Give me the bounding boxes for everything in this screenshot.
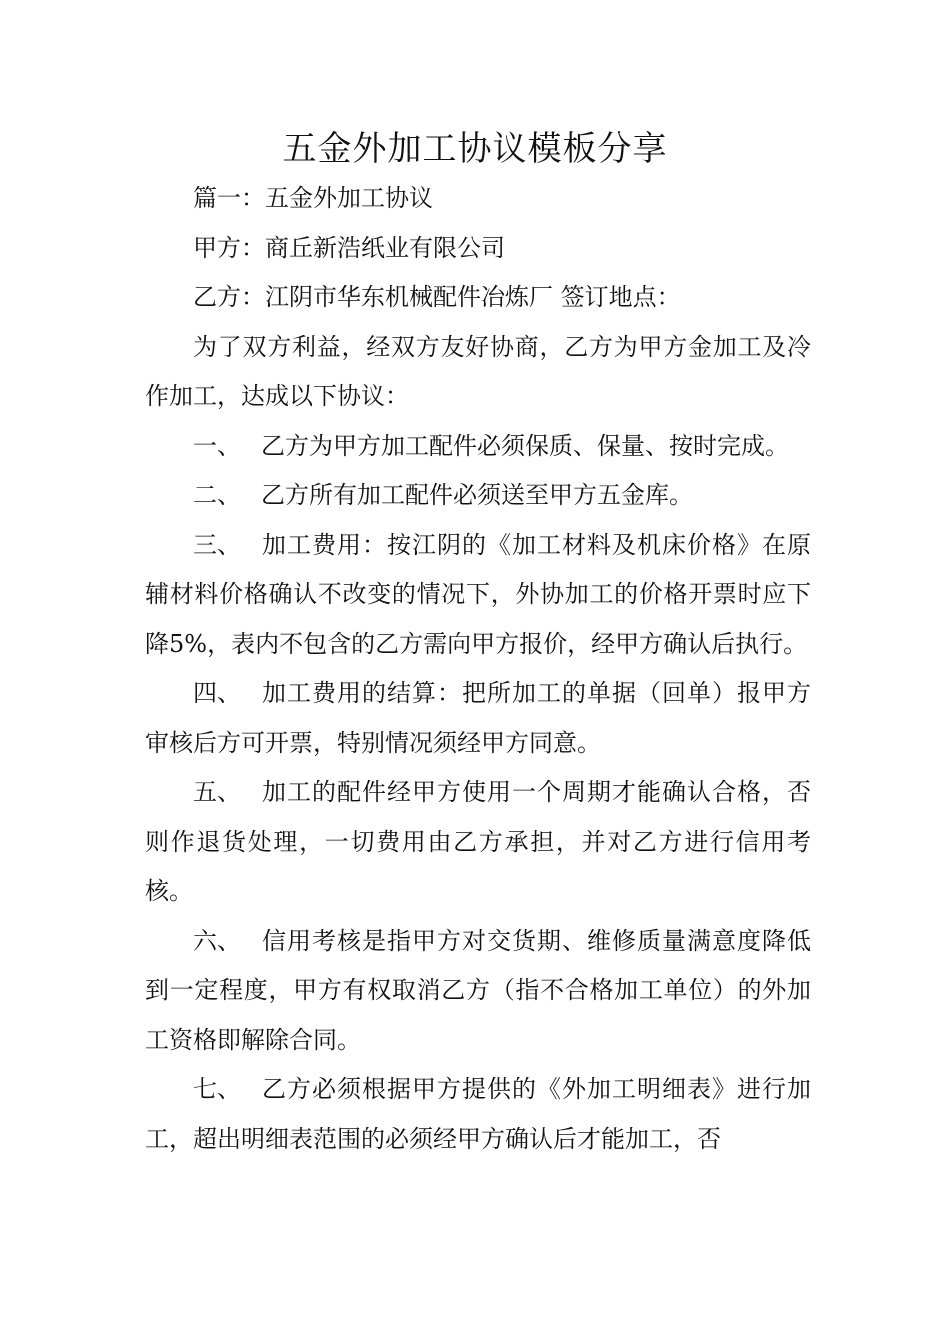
clause-number: 一、	[193, 431, 241, 460]
clause-paragraph	[145, 917, 811, 1066]
intro-paragraph: 为了双方利益，经双方友好协商，乙方为甲方金加工及冷作加工，达成以下协议：	[145, 332, 811, 410]
document-body	[145, 174, 811, 1164]
clause-text: 加工费用：按江阴的《加工材料及机床价格》在原辅材料价格确认不改变的情况下，外协加工的价格开票时应下降5%，表内不包含的乙方需向甲方报价，经甲方确认后执行。	[145, 530, 811, 658]
clause-paragraph	[145, 471, 811, 521]
document-title: 五金外加工协议模板分享	[282, 129, 668, 169]
clause-paragraph	[145, 768, 811, 917]
clause-number: 六、	[193, 926, 241, 955]
clause-text: 加工的配件经甲方使用一个周期才能确认合格，否则作退货处理，一切费用由乙方承担，并对乙方进行信用考核。	[145, 778, 811, 905]
clause-paragraph	[145, 669, 811, 768]
clause-number: 三、	[193, 530, 241, 559]
clause-paragraph	[145, 1065, 811, 1164]
clause-number: 二、	[193, 481, 241, 509]
clause-text: 乙方必须根据甲方提供的《外加工明细表》进行加工，超出明细表范围的必须经甲方确认后才能加工，否	[145, 1075, 811, 1153]
clause-text: 信用考核是指甲方对交货期、维修质量满意度降低到一定程度，甲方有权取消乙方（指不合格加工单位）的外加工资格即解除合同。	[145, 926, 811, 1054]
clause-text: 乙方为甲方加工配件必须保质、保量、按时完成。	[261, 431, 789, 460]
clause-number: 七、	[193, 1075, 241, 1103]
clause-text: 乙方所有加工配件必须送至甲方五金库。	[261, 481, 693, 509]
clause-paragraph	[145, 422, 811, 472]
party-b-line: 乙方：江阴市华东机械配件冶炼厂 签订地点：	[193, 283, 681, 311]
clause-text: 加工费用的结算：把所加工的单据（回单）报甲方审核后方可开票，特别情况须经甲方同意。	[145, 679, 811, 757]
clause-number: 五、	[193, 778, 241, 806]
section-heading: 篇一：五金外加工协议	[193, 184, 433, 212]
clause-number: 四、	[193, 679, 241, 707]
clause-paragraph	[145, 521, 811, 670]
party-a-line: 甲方：商丘新浩纸业有限公司	[193, 233, 505, 262]
